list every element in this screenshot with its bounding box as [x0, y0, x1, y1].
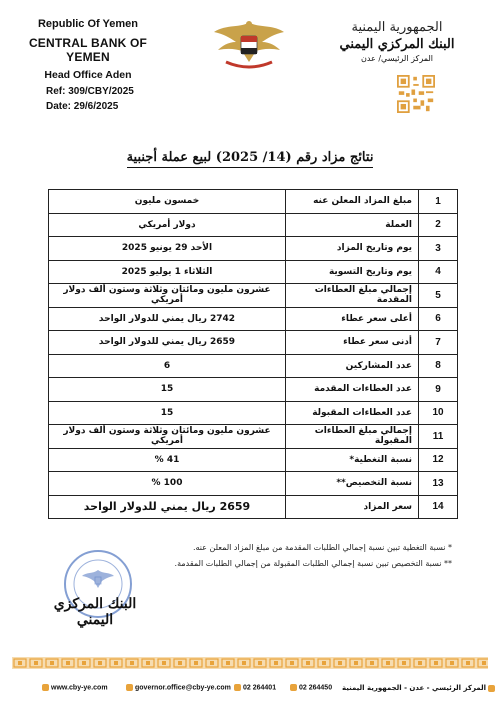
row-label: عدد العطاءات المقبولة — [286, 401, 419, 425]
decorative-pattern-border — [12, 657, 488, 669]
row-number: 11 — [419, 425, 458, 449]
table-row — [49, 378, 458, 402]
row-value: 15 — [49, 401, 286, 425]
row-value: عشرون مليون ومائتان وثلاثة وستون ألف دولار أمريكي — [49, 425, 286, 449]
table-row — [49, 425, 458, 449]
row-value: 2659 ريال يمني للدولار الواحد — [49, 331, 286, 355]
table-row — [49, 448, 458, 472]
table-row — [49, 495, 458, 519]
footer-address — [342, 684, 497, 692]
bank-name-en: CENTRAL BANK OF YEMEN — [28, 36, 148, 64]
table-row — [49, 354, 458, 378]
auction-results-table — [48, 189, 458, 519]
document-title — [0, 150, 500, 165]
table-row — [49, 307, 458, 331]
office-name-en: Head Office Aden — [44, 69, 132, 81]
row-value: 2742 ريال يمني للدولار الواحد — [49, 307, 286, 331]
row-number: 14 — [419, 495, 458, 519]
location-icon — [488, 685, 495, 692]
row-label: يوم وتاريخ المزاد — [286, 237, 419, 261]
row-value: 100 % — [49, 472, 286, 496]
document-title-text: نتائج مزاد رقم (14/ 2025) لبيع عملة أجنبية — [127, 150, 374, 168]
row-number: 4 — [419, 260, 458, 284]
row-label: عدد العطاءات المقدمة — [286, 378, 419, 402]
row-number: 10 — [419, 401, 458, 425]
table-row — [49, 237, 458, 261]
phone2-text: 02 264450 — [299, 684, 333, 692]
row-value: خمسون مليون — [49, 190, 286, 214]
footnote-coverage: * نسبة التغطية تبين نسبة إجمالي الطلبات المقدمة من مبلغ المزاد المعلن عنه. — [192, 543, 452, 552]
row-number: 13 — [419, 472, 458, 496]
row-number: 5 — [419, 284, 458, 308]
footer-website[interactable] — [40, 684, 108, 691]
row-number: 8 — [419, 354, 458, 378]
email-icon — [126, 684, 133, 691]
address-text: المركز الرئيسي - عدن - الجمهورية اليمنية — [342, 684, 487, 692]
row-number: 7 — [419, 331, 458, 355]
row-value: دولار أمريكي — [49, 213, 286, 237]
fax-icon — [290, 684, 297, 691]
eagle-emblem-icon — [212, 18, 286, 70]
header-arabic — [332, 20, 462, 63]
row-number: 9 — [419, 378, 458, 402]
row-value: الأحد 29 يونيو 2025 — [49, 237, 286, 261]
table-row — [49, 401, 458, 425]
row-value: 15 — [49, 378, 286, 402]
footer-phone-1 — [232, 684, 276, 691]
table-row — [49, 190, 458, 214]
row-label: مبلغ المزاد المعلن عنه — [286, 190, 419, 214]
office-name-ar: المركز الرئيسي/ عدن — [360, 54, 434, 63]
table-row — [49, 331, 458, 355]
row-label: أدنى سعر عطاء — [286, 331, 419, 355]
row-value: عشرون مليون ومائتان وثلاثة وستون ألف دولار أمريكي — [49, 284, 286, 308]
row-label: عدد المشاركين — [286, 354, 419, 378]
document-date: Date: 29/6/2025 — [46, 101, 119, 112]
table-row — [49, 284, 458, 308]
phone-icon — [234, 684, 241, 691]
website-text: www.cby-ye.com — [51, 684, 108, 692]
phone1-text: 02 264401 — [243, 684, 277, 692]
table-row — [49, 260, 458, 284]
bank-name-ar: البنك المركزي اليمني — [339, 37, 455, 52]
row-number: 6 — [419, 307, 458, 331]
row-label: نسبة التغطية* — [286, 448, 419, 472]
footer-phone-2 — [288, 684, 332, 691]
row-label: نسبة التخصيص** — [286, 472, 419, 496]
row-number: 12 — [419, 448, 458, 472]
row-label: سعر المزاد — [286, 495, 419, 519]
qr-code-icon — [397, 75, 435, 113]
email-text: governor.office@cby-ye.com — [135, 684, 231, 692]
row-label: يوم وتاريخ التسوية — [286, 260, 419, 284]
reference-block — [46, 84, 134, 114]
row-label: العملة — [286, 213, 419, 237]
row-number: 1 — [419, 190, 458, 214]
row-value: 6 — [49, 354, 286, 378]
footer-email[interactable] — [124, 684, 231, 691]
footnotes — [92, 540, 452, 572]
row-label: إجمالي مبلغ العطاءات المقدمة — [286, 284, 419, 308]
row-number: 2 — [419, 213, 458, 237]
country-name-ar: الجمهورية اليمنية — [351, 20, 443, 35]
signature-bank-name: البنك المركزي اليمني — [53, 596, 137, 628]
globe-icon — [42, 684, 49, 691]
row-label: أعلى سعر عطاء — [286, 307, 419, 331]
reference-number: Ref: 309/CBY/2025 — [46, 86, 134, 97]
footnote-allocation: ** نسبة التخصيص تبين نسبة إجمالي الطلبات المقبولة من إجمالي الطلبات المقدمة. — [174, 559, 452, 568]
header-english — [18, 18, 158, 81]
row-value: 41 % — [49, 448, 286, 472]
table-row — [49, 472, 458, 496]
table-row — [49, 213, 458, 237]
footer-contact-bar — [0, 683, 500, 697]
row-number: 3 — [419, 237, 458, 261]
country-name-en: Republic Of Yemen — [37, 18, 139, 30]
row-value: 2659 ريال يمني للدولار الواحد — [49, 495, 286, 519]
row-value: الثلاثاء 1 يوليو 2025 — [49, 260, 286, 284]
row-label: إجمالي مبلغ العطاءات المقبولة — [286, 425, 419, 449]
